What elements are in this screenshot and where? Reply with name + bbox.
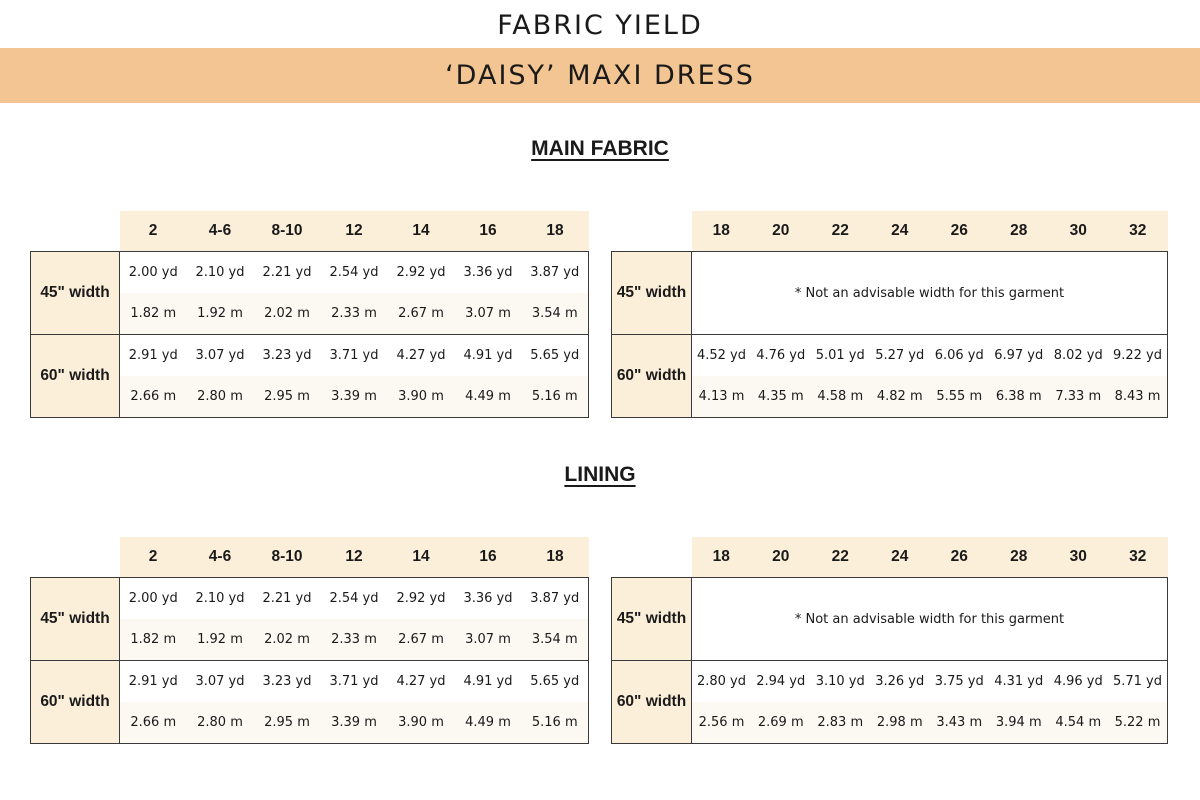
metre-value: 2.80 m — [187, 702, 254, 744]
size-header: 30 — [1049, 211, 1109, 252]
main-fabric-table-small-sizes — [30, 211, 589, 418]
metric-row — [612, 702, 1168, 744]
metre-value: 1.82 m — [120, 619, 187, 661]
size-header-row — [31, 537, 589, 578]
yardage-value: 3.87 yd — [522, 252, 589, 294]
metric-row — [612, 376, 1168, 418]
size-header: 22 — [811, 537, 871, 578]
yardage-value: 4.27 yd — [388, 335, 455, 377]
metre-value: 4.54 m — [1049, 702, 1109, 744]
metre-value: 1.92 m — [187, 293, 254, 335]
fabric-width-label: 60" width — [31, 661, 120, 744]
fabric-width-label: 45" width — [612, 578, 692, 661]
yardage-value: 2.91 yd — [120, 661, 187, 703]
metre-value: 2.33 m — [321, 619, 388, 661]
yardage-value: 2.54 yd — [321, 252, 388, 294]
metre-value: 4.49 m — [455, 702, 522, 744]
yardage-value: 3.07 yd — [187, 661, 254, 703]
size-header: 32 — [1108, 537, 1168, 578]
width-not-advisable-note: * Not an advisable width for this garment — [692, 252, 1168, 335]
yardage-value: 9.22 yd — [1108, 335, 1168, 377]
metre-value: 3.39 m — [321, 376, 388, 418]
yardage-value: 6.06 yd — [930, 335, 990, 377]
yardage-row — [31, 661, 589, 703]
metre-value: 4.49 m — [455, 376, 522, 418]
yardage-value: 8.02 yd — [1049, 335, 1109, 377]
fabric-width-label: 60" width — [612, 661, 692, 744]
yardage-value: 5.71 yd — [1108, 661, 1168, 703]
fabric-width-label: 60" width — [612, 335, 692, 418]
size-header: 18 — [522, 211, 589, 252]
page-title: FABRIC YIELD — [497, 10, 703, 41]
metre-value: 2.02 m — [254, 293, 321, 335]
size-header: 30 — [1049, 537, 1109, 578]
metre-value: 2.66 m — [120, 376, 187, 418]
metre-value: 4.13 m — [692, 376, 752, 418]
yardage-value: 2.00 yd — [120, 252, 187, 294]
corner-cell — [612, 211, 692, 252]
yardage-row — [31, 578, 589, 620]
size-header: 28 — [989, 211, 1049, 252]
yardage-value: 3.71 yd — [321, 661, 388, 703]
metre-value: 2.67 m — [388, 293, 455, 335]
yardage-value: 5.01 yd — [811, 335, 871, 377]
size-header: 16 — [455, 537, 522, 578]
yardage-value: 3.26 yd — [870, 661, 930, 703]
metre-value: 3.07 m — [455, 293, 522, 335]
size-header: 22 — [811, 211, 871, 252]
width-not-advisable-note: * Not an advisable width for this garment — [692, 578, 1168, 661]
yardage-value: 4.27 yd — [388, 661, 455, 703]
yardage-value: 4.52 yd — [692, 335, 752, 377]
yardage-value: 3.23 yd — [254, 661, 321, 703]
fabric-width-label: 60" width — [31, 335, 120, 418]
yardage-value: 2.80 yd — [692, 661, 752, 703]
yardage-value: 2.10 yd — [187, 578, 254, 620]
yardage-value: 3.36 yd — [455, 578, 522, 620]
lining-heading: LINING — [564, 463, 636, 486]
corner-cell — [31, 211, 120, 252]
yardage-value: 4.96 yd — [1049, 661, 1109, 703]
metre-value: 7.33 m — [1049, 376, 1109, 418]
yardage-value: 2.91 yd — [120, 335, 187, 377]
metre-value: 1.82 m — [120, 293, 187, 335]
metre-value: 2.80 m — [187, 376, 254, 418]
yardage-value: 3.23 yd — [254, 335, 321, 377]
metre-value: 2.56 m — [692, 702, 752, 744]
yardage-value: 3.36 yd — [455, 252, 522, 294]
yardage-value: 3.10 yd — [811, 661, 871, 703]
metre-value: 3.07 m — [455, 619, 522, 661]
size-header-row — [31, 211, 589, 252]
size-header-row — [612, 211, 1168, 252]
metre-value: 8.43 m — [1108, 376, 1168, 418]
metre-value: 2.67 m — [388, 619, 455, 661]
size-header: 2 — [120, 211, 187, 252]
yardage-value: 2.21 yd — [254, 578, 321, 620]
size-header: 2 — [120, 537, 187, 578]
metre-value: 4.58 m — [811, 376, 871, 418]
size-header-row — [612, 537, 1168, 578]
yardage-row — [612, 661, 1168, 703]
size-header: 4-6 — [187, 537, 254, 578]
metre-value: 1.92 m — [187, 619, 254, 661]
metre-value: 2.83 m — [811, 702, 871, 744]
yardage-value: 4.91 yd — [455, 335, 522, 377]
metre-value: 3.90 m — [388, 702, 455, 744]
metre-value: 5.55 m — [930, 376, 990, 418]
size-header: 18 — [522, 537, 589, 578]
lining-table-small-sizes — [30, 537, 589, 744]
metre-value: 3.54 m — [522, 293, 589, 335]
yardage-row — [31, 335, 589, 377]
size-header: 12 — [321, 211, 388, 252]
size-header: 32 — [1108, 211, 1168, 252]
metre-value: 2.33 m — [321, 293, 388, 335]
corner-cell — [31, 537, 120, 578]
yardage-value: 3.71 yd — [321, 335, 388, 377]
yardage-value: 5.65 yd — [522, 661, 589, 703]
main-fabric-heading: MAIN FABRIC — [531, 137, 669, 160]
metre-value: 3.43 m — [930, 702, 990, 744]
yardage-row — [612, 335, 1168, 377]
yardage-value: 2.00 yd — [120, 578, 187, 620]
metre-value: 5.16 m — [522, 376, 589, 418]
yardage-value: 2.92 yd — [388, 252, 455, 294]
metre-value: 6.38 m — [989, 376, 1049, 418]
yardage-row — [31, 252, 589, 294]
fabric-width-label: 45" width — [31, 252, 120, 335]
metre-value: 4.35 m — [751, 376, 811, 418]
size-header: 20 — [751, 211, 811, 252]
metre-value: 3.39 m — [321, 702, 388, 744]
yardage-value: 3.75 yd — [930, 661, 990, 703]
size-header: 8-10 — [254, 537, 321, 578]
size-header: 24 — [870, 537, 930, 578]
yardage-value: 5.27 yd — [870, 335, 930, 377]
yardage-value: 2.92 yd — [388, 578, 455, 620]
size-header: 18 — [692, 211, 752, 252]
garment-name: ‘DAISY’ MAXI DRESS — [445, 60, 755, 91]
corner-cell — [612, 537, 692, 578]
size-header: 16 — [455, 211, 522, 252]
lining-table-large-sizes — [611, 537, 1168, 744]
metre-value: 2.66 m — [120, 702, 187, 744]
size-header: 26 — [930, 537, 990, 578]
yardage-value: 4.31 yd — [989, 661, 1049, 703]
title-banner — [0, 48, 1200, 103]
size-header: 8-10 — [254, 211, 321, 252]
fabric-width-label: 45" width — [612, 252, 692, 335]
size-header: 28 — [989, 537, 1049, 578]
yardage-value: 4.76 yd — [751, 335, 811, 377]
size-header: 4-6 — [187, 211, 254, 252]
metre-value: 2.02 m — [254, 619, 321, 661]
yardage-value: 2.54 yd — [321, 578, 388, 620]
metre-value: 3.94 m — [989, 702, 1049, 744]
metre-value: 5.16 m — [522, 702, 589, 744]
yardage-value: 2.21 yd — [254, 252, 321, 294]
yardage-value: 6.97 yd — [989, 335, 1049, 377]
metre-value: 4.82 m — [870, 376, 930, 418]
yardage-value: 2.10 yd — [187, 252, 254, 294]
metre-value: 2.69 m — [751, 702, 811, 744]
size-header: 18 — [692, 537, 752, 578]
metre-value: 3.90 m — [388, 376, 455, 418]
metre-value: 2.95 m — [254, 702, 321, 744]
size-header: 26 — [930, 211, 990, 252]
yardage-value: 3.87 yd — [522, 578, 589, 620]
yardage-value: 5.65 yd — [522, 335, 589, 377]
metre-value: 5.22 m — [1108, 702, 1168, 744]
size-header: 24 — [870, 211, 930, 252]
metre-value: 3.54 m — [522, 619, 589, 661]
size-header: 14 — [388, 211, 455, 252]
fabric-width-label: 45" width — [31, 578, 120, 661]
size-header: 20 — [751, 537, 811, 578]
metre-value: 2.95 m — [254, 376, 321, 418]
yardage-value: 3.07 yd — [187, 335, 254, 377]
yardage-value: 2.94 yd — [751, 661, 811, 703]
yardage-value: 4.91 yd — [455, 661, 522, 703]
size-header: 12 — [321, 537, 388, 578]
metre-value: 2.98 m — [870, 702, 930, 744]
main-fabric-table-large-sizes — [611, 211, 1168, 418]
size-header: 14 — [388, 537, 455, 578]
